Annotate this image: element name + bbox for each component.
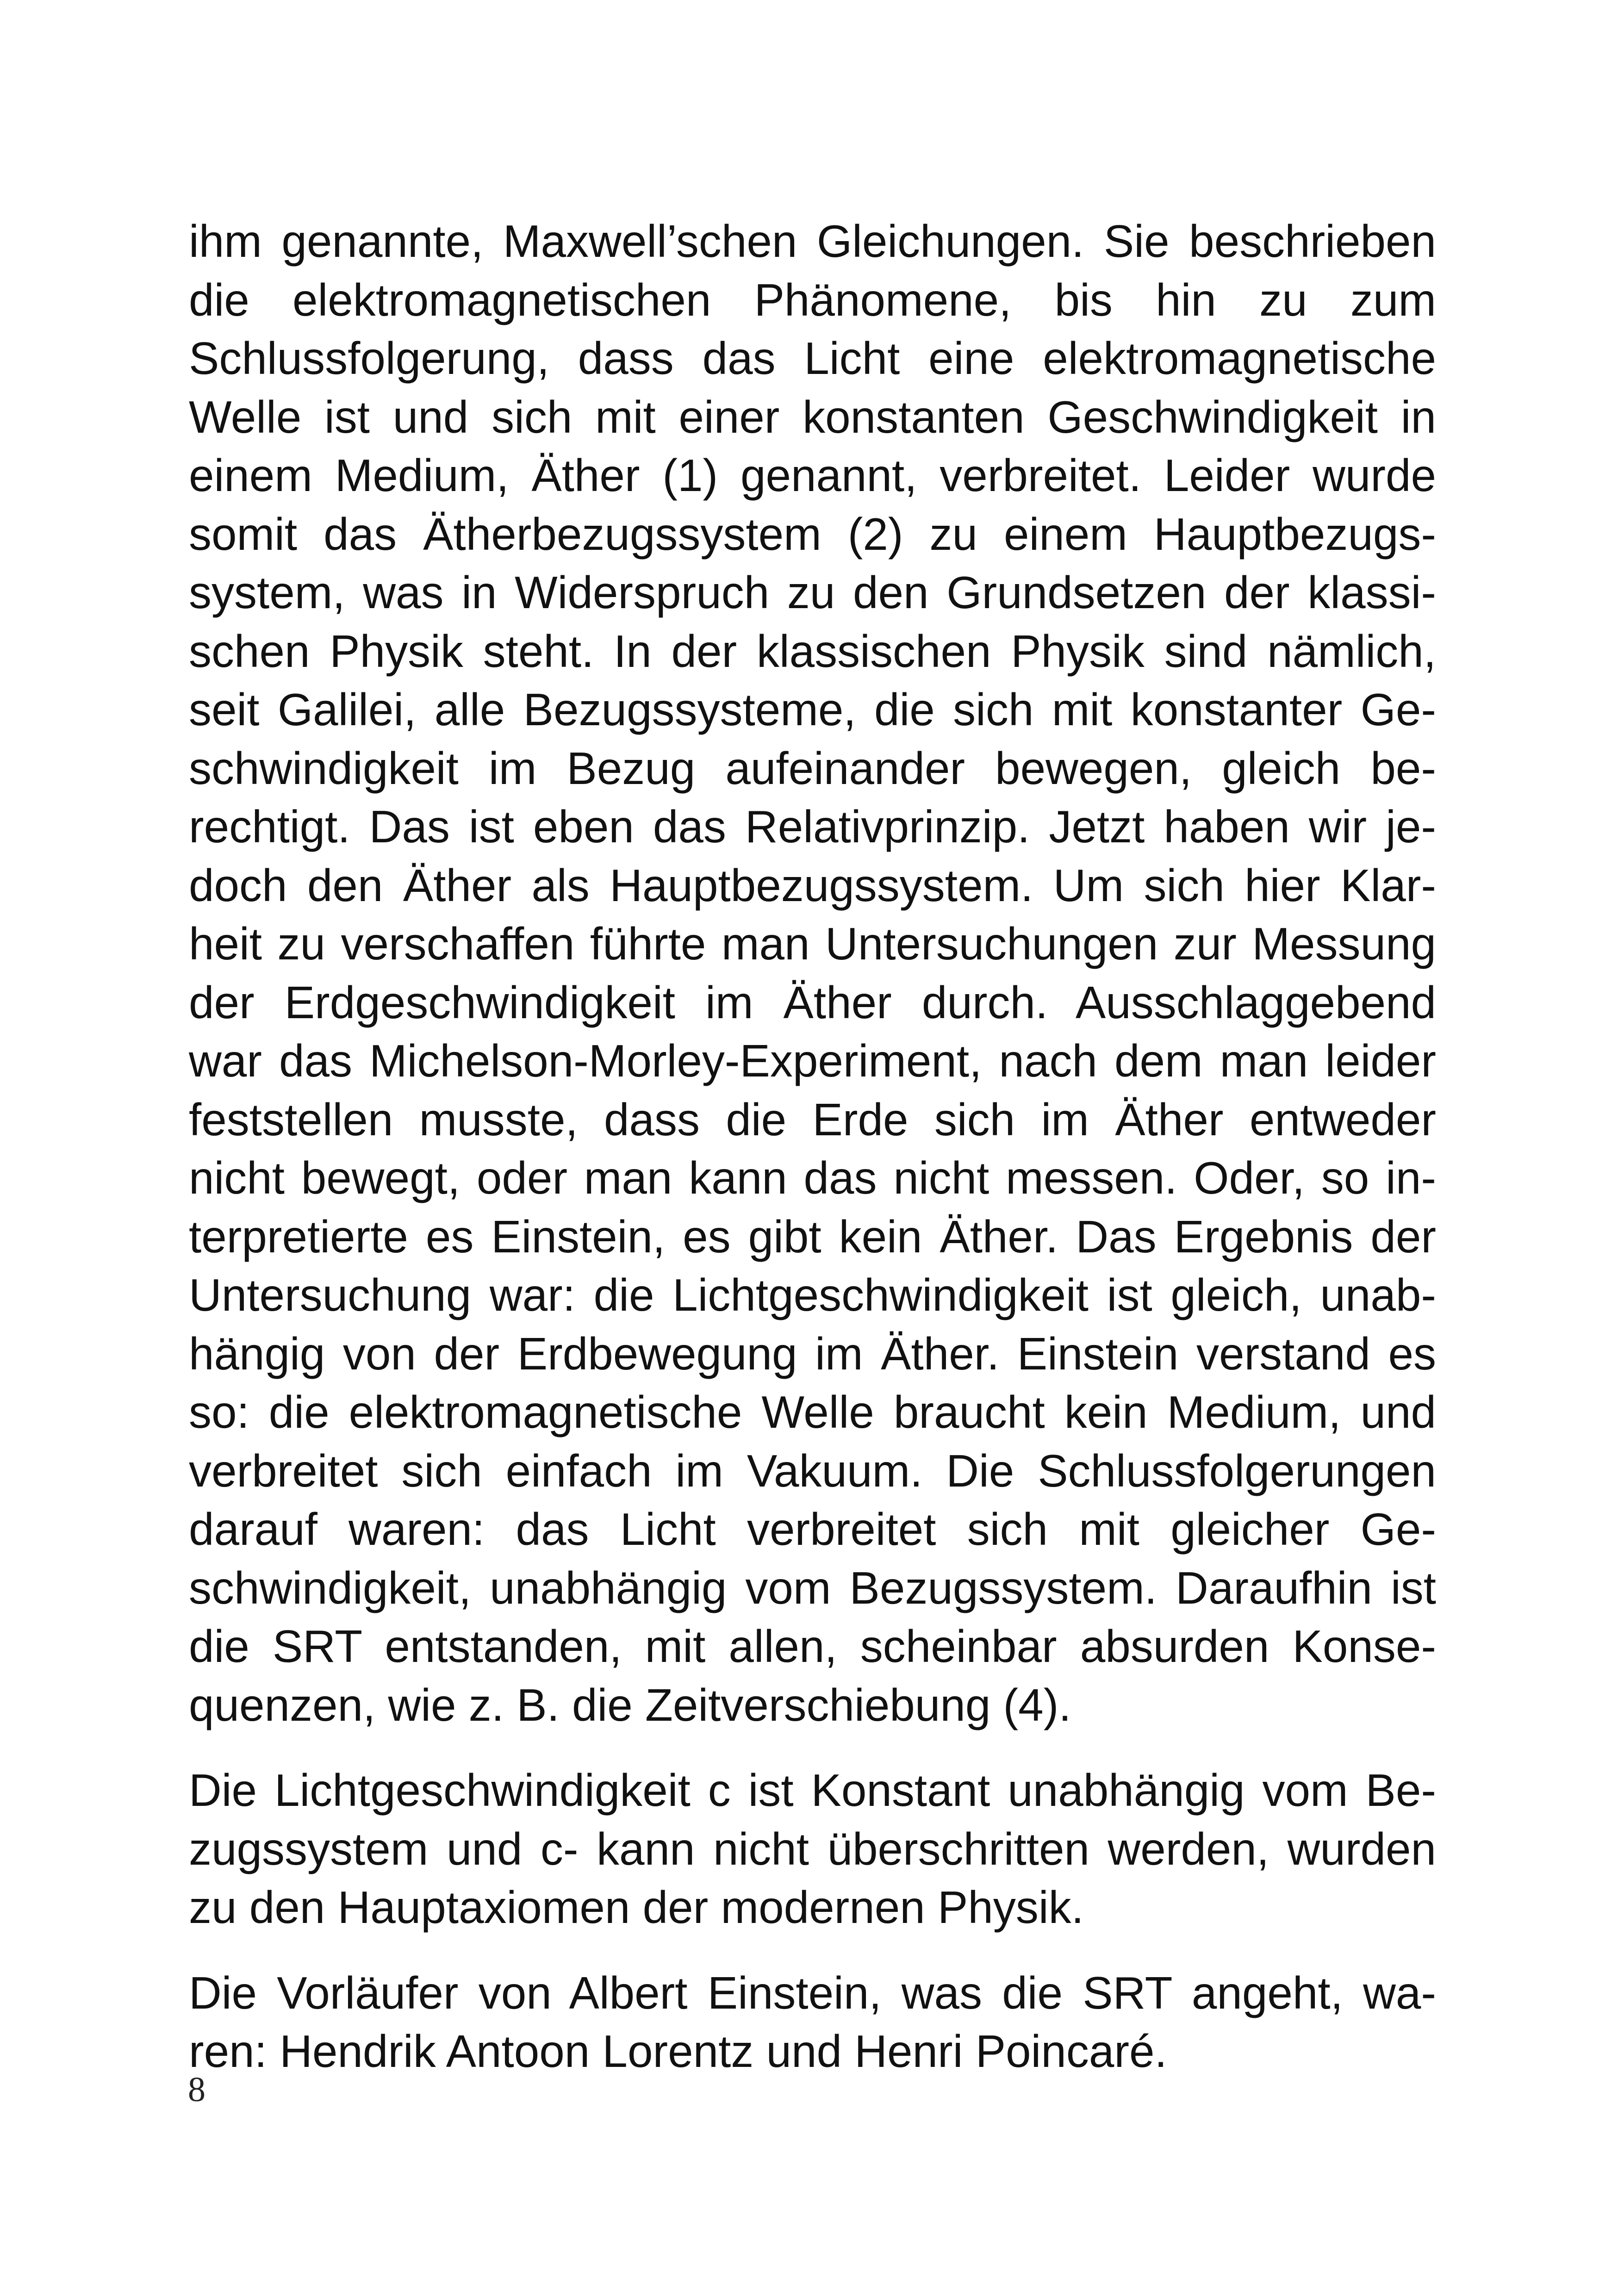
text-line: ihm genannte, Maxwell’schen Gleichungen. Sie beschrieben: [189, 216, 1436, 267]
text-line: heit zu verschaffen führte man Untersuchungen zur Messung: [189, 918, 1436, 969]
text-line: darauf waren: das Licht verbreitet sich mit gleicher Ge-: [189, 1504, 1436, 1555]
text-line: der Erdgeschwindigkeit im Äther durch. Ausschlaggebend: [189, 977, 1436, 1028]
page-number: 8: [188, 2070, 205, 2109]
text-line: terpretierte es Einstein, es gibt kein Äther. Das Ergebnis der: [189, 1211, 1436, 1262]
text-line: quenzen, wie z. B. die Zeitverschiebung (4).: [189, 1679, 1071, 1730]
text-line: zugssystem und c- kann nicht überschritten werden, wurden: [189, 1823, 1436, 1874]
paragraph-predecessors: [189, 1964, 1436, 2081]
text-line: ren: Hendrik Antoon Lorentz und Henri Poincaré.: [189, 2026, 1167, 2077]
body-text: [189, 212, 1436, 2081]
text-line: system, was in Widerspruch zu den Grundsetzen der klassi-: [189, 567, 1436, 618]
text-line: Untersuchung war: die Lichtgeschwindigkeit ist gleich, unab-: [189, 1269, 1436, 1320]
paragraph-light-speed: [189, 1761, 1436, 1937]
text-line: Die Lichtgeschwindigkeit c ist Konstant unabhängig vom Be-: [189, 1765, 1436, 1816]
text-line: zu den Hauptaxiomen der modernen Physik.: [189, 1882, 1084, 1933]
text-line: Schlussfolgerung, dass das Licht eine elektromagnetische: [189, 333, 1436, 384]
text-line: rechtigt. Das ist eben das Relativprinzip. Jetzt haben wir je-: [189, 801, 1436, 852]
text-line: schwindigkeit, unabhängig vom Bezugssystem. Daraufhin ist: [189, 1562, 1436, 1613]
text-line: doch den Äther als Hauptbezugssystem. Um sich hier Klar-: [189, 859, 1436, 911]
text-line: hängig von der Erdbewegung im Äther. Einstein verstand es: [189, 1328, 1436, 1379]
text-line: Welle ist und sich mit einer konstanten Geschwindigkeit in: [189, 391, 1436, 442]
paragraph-spacing: [189, 1937, 1436, 1964]
text-line: seit Galilei, alle Bezugssysteme, die sich mit konstanter Ge-: [189, 684, 1436, 735]
text-line: Die Vorläufer von Albert Einstein, was die SRT angeht, wa-: [189, 1967, 1436, 2018]
text-line: einem Medium, Äther (1) genannt, verbreitet. Leider wurde: [189, 450, 1436, 501]
text-line: schwindigkeit im Bezug aufeinander bewegen, gleich be-: [189, 742, 1436, 794]
text-line: war das Michelson-Morley-Experiment, nach dem man leider: [189, 1035, 1436, 1086]
paragraph-spacing: [189, 1734, 1436, 1761]
text-line: die elektromagnetischen Phänomene, bis hin zu zum: [189, 274, 1436, 325]
text-line: feststellen musste, dass die Erde sich im Äther entweder: [189, 1094, 1436, 1145]
text-line: verbreitet sich einfach im Vakuum. Die Schlussfolgerungen: [189, 1445, 1436, 1496]
text-line: so: die elektromagnetische Welle braucht kein Medium, und: [189, 1387, 1436, 1437]
text-line: die SRT entstanden, mit allen, scheinbar absurden Konse-: [189, 1621, 1436, 1672]
text-line: schen Physik steht. In der klassischen Physik sind nämlich,: [189, 625, 1436, 677]
text-line: somit das Ätherbezugssystem (2) zu einem Hauptbezugs-: [189, 508, 1436, 560]
paragraph-maxwell: [189, 212, 1436, 1734]
text-line: nicht bewegt, oder man kann das nicht messen. Oder, so in-: [189, 1152, 1436, 1203]
